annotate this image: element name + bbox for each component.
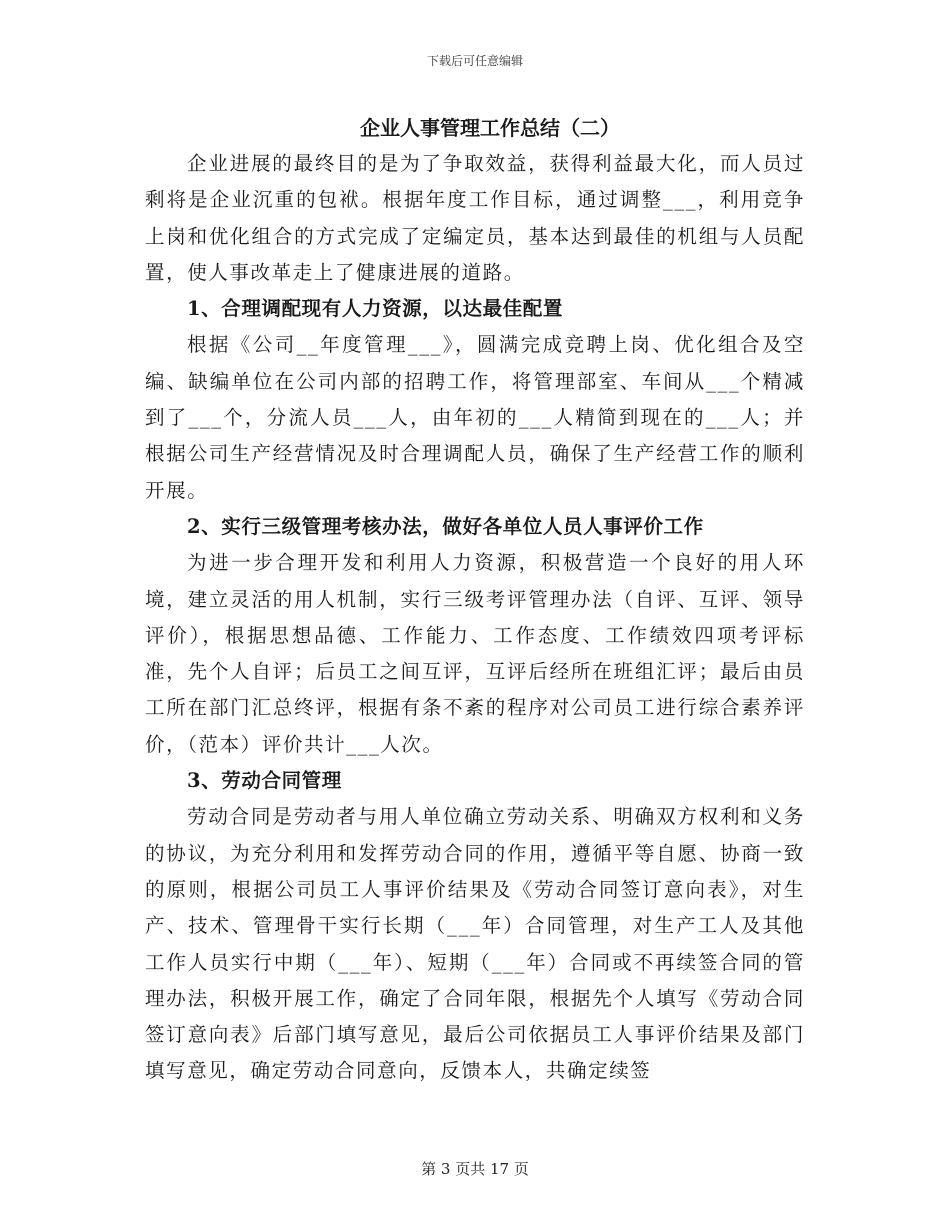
document-title: 企业人事管理工作总结（二） xyxy=(360,116,620,140)
page-number-footer: 第 3 页共 17 页 xyxy=(421,1160,529,1178)
section-heading-2: 2、实行三级管理考核办法，做好各单位人员人事评价工作 xyxy=(187,514,704,538)
section-body-3: 劳动合同是劳动者与用人单位确立劳动关系、明确双方权利和义务的协议，为充分利用和发挥劳动合同的作用，遵循平等自愿、协商一致的原则，根据公司员工人事评价结果及《劳动合同签订意向表》，对生产、技术、管理骨干实行长期（___年）合同管理，对生产工人及其他工作人员实行中期（___年）、短期（___年）合同或不再续签合同的管理办法，积极开展工作，确定了合同年限，根据先个人填写《劳动合同签订意向表》后部门填写意见，最后公司依据员工人事评价结果及部门填写意见，确定劳动合同意向，反馈本人，共确定续签 xyxy=(145,805,805,1083)
section-body-2: 为进一步合理开发和利用人力资源，积极营造一个良好的用人环境，建立灵活的用人机制，实行三级考评管理办法（自评、互评、领导评价），根据思想品德、工作能力、工作态度、工作绩效四项考评标准，先个人自评；后员工之间互评，互评后经所在班组汇评；最后由员工所在部门汇总终评，根据有条不紊的程序对公司员工进行综合素养评价，（范本）评价共计___人次。 xyxy=(145,551,805,756)
section-body-1: 根据《公司__年度管理___》，圆满完成竞聘上岗、优化组合及空编、缺编单位在公司内部的招聘工作，将管理部室、车间从___个精减到了___个，分流人员___人，由年初的___人精简到现在的___人；并根据公司生产经营情况及时合理调配人员，确保了生产经营工作的顺利开展。 xyxy=(145,333,805,502)
page-header: 下载后可任意编辑 xyxy=(426,54,523,68)
section-heading-1: 1、合理调配现有人力资源，以达最佳配置 xyxy=(187,297,563,321)
document-body xyxy=(145,110,805,1090)
section-heading-3: 3、劳动合同管理 xyxy=(187,769,342,793)
intro-paragraph: 企业进展的最终目的是为了争取效益，获得利益最大化，而人员过剩将是企业沉重的包袱。根据年度工作目标，通过调整___，利用竞争上岗和优化组合的方式完成了定编定员，基本达到最佳的机组与人员配置，使人事改革走上了健康进展的道路。 xyxy=(145,152,805,284)
